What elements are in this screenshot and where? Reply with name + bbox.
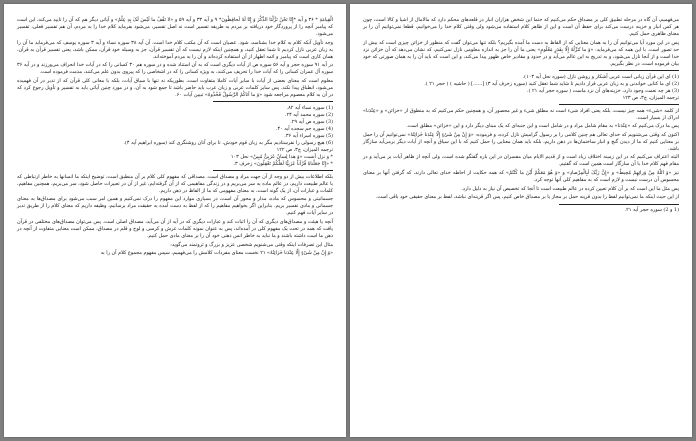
footnote: * «إِنّا جَعَلْناهُ قُرْآناً عَرَبِیًّا لَعَلَّکُمْ تَعْقِلُونَ» زخرف ۳. — [233, 160, 333, 167]
footnote-separator — [559, 204, 679, 205]
left-page-footnotes — [17, 105, 333, 168]
paragraph: بلکه اطلاعات بیش از دو وجه از آن جهت مراد و مصداق است. مصداقی که مفهوم کلی کلام بر آن منطبق است، توضیح اینکه ما انسانها به خاطر ارتباطی که با عالم طبیعت داریم، در عالم ماده به سر می‌بریم و در زندگی مفاهیمی که از آن گرفته‌ایم، غیر از آن در تعبیرات حاصل شود، سر می‌بریم، همچنین مفاهیم، کلمات و عبارات آن، از یک گونه است، به معنای مفهومی که ما از الفاظ در ذهن داریم. — [17, 173, 333, 194]
right-page-content — [363, 17, 679, 429]
paragraph: پس مثل ما این است که بر آن کلام تعیین کرده در عالم طبیعت است تا آنجا که تخصیص آن نیاز به دلیل دارد. — [461, 185, 679, 192]
footnote-source: ترجمه المیزان، ج۳، ص ۱۲۲ — [276, 146, 333, 153]
footnote: (2) ای ما کتابی خواندنی و به زبان عربی قرار دادیم تا شاید شما تعقل کنید (سوره زخرف آیه ۳) [......] ( حاشیه ) ( حجر ۲۱ ). — [424, 80, 679, 87]
paragraph: معلوم است که معنای بعضی از آیات با سایر آیات کاملا متفاوت است، بطوریکه نه تنها با سیاق آیات، بلکه با معانی کلی قرآن که از تدبر در آن فهمیده می‌شود، انطباق پیدا نکند. پس سایر کلمات عربی و زبان عرب باید حاضر باشد تا جمع شود به آن، و در مورد چنین آیاتی باید به تفسیر و تأویل رجوع کرد که در آن به کلام معصوم مراجعه شود «وَ ما آتاکُمُ الرَّسُولُ فَخُذُوهُ» تبیین آیات ۶۰. — [17, 77, 333, 98]
paragraph: اکنون که وقتی می‌شنویم که خدای تعالی هم چنین کلامی را بر رسول گرامیش نازل کرده، و فرموده: «وَ إِنْ مِنْ شَیْءٍ إِلّا عِنْدَنا خَزائِنُهُ» نمی‌توانیم آن را حمل بر معنایی کنیم که ما از دیدن گنج و انبار ساختمان‌ها در ذهن داریم، بلکه باید همان معنایی را حمل کنیم که با این سیاق و آنچه از آیات دیگر برمی‌آید سازگار باشد. — [363, 131, 679, 152]
left-page-body-after — [17, 174, 333, 257]
footnote: * و نزل آنست «وَ هذا لِسانٌ عَرَبِیٌّ مُبِینٌ» نحل ۱۰۳ — [230, 153, 333, 160]
paragraph: «وَ إِنْ مِنْ شَیْءٍ إِلّا عِنْدَنا خَزائِنُهُ» ۲۱ نخست معنای مفردات کلامش را می‌فهمیم، سپس مفهوم مجموع کلام آن را به — [100, 250, 333, 257]
left-page-content — [17, 17, 333, 429]
right-page-footnotes-bottom — [363, 207, 679, 214]
footnote: (1) ای این قرآن زبانی است عربی آشکار و روشن نازل (سوره نحل آیه ۱۰۳). — [522, 73, 679, 80]
paragraph: می‌فهمیم، آن گاه در مرحله تطبیق کلی بر مصداق حکم می‌کنیم که حتما این شخص هزاران انبار در قلعه‌های محکم دارد که مالامال از اشیا و کالا است، چون هر کس انبار و خزینه درست می‌کند برای حفظ آن است و این از ظاهر کلام استفاده می‌شود ولی وقتی کلام خدا را می‌خوانیم، قطعا نمی‌توانیم آن را بر معنای ظاهری حمل کنیم. — [363, 17, 679, 37]
paragraph: پس ما درک می‌کنیم که «عِنْدَنا» به مقام شامل مراد و در شامل است و این جنبه‌ای که یک مبنای دیگر دارد و این «خزائن» مطلق است. — [406, 123, 679, 130]
paragraph: مثال این تصرفات اینکه وقتی می‌شنویم شخصی عزیز و بزرگ و ثروتمند می‌گوید: — [170, 241, 333, 248]
footnote: (3) هر چه نعمت وجود دارد، خزینه‌های آن نزد ماست ( سوره حجر آیه ۲۱ ). — [527, 87, 679, 94]
footnote-separator — [213, 101, 333, 102]
paragraph: پس در این مورد آیا می‌توانیم آن را به همان معنایی که از الفاظ به دست ما آمده بگیریم؟ بلکه تنها می‌توان گفت که منظور از خزائن چیزی است که بیش از حد تصور است. با این همه که می‌فرماید: «وَ ما نُنَزِّلُهُ إِلّا بِقَدَرٍ مَعْلُومٍ» یعنی ما آن را جز به اندازه معلومی نازل نمی‌کنیم، که نشان می‌دهد که آن خزائن نزد خدا است و از آنجا نازل می‌شود، و به تدریج به این عالم می‌آید و در حدود و مقادیر خاص ظهور پیدا می‌کند، و این است که باید آن را به همان صورتی که خود بیان فرموده است، در نظر بگیریم. — [363, 39, 679, 67]
footnote: (2) سوره محمد آیه ۲۴. — [284, 111, 333, 118]
footnote: (4) سوره حم سجده آیه ۴۰. — [275, 125, 333, 132]
left-page-paragraphs — [17, 17, 333, 99]
paragraph: نیز «وَ اللّهُ مِنْ وَرائِهِمْ مُحِیطٌ» و «إِنَّ رَبَّکَ لَبِالْمِرْصادِ» و «وَ هُوَ مَعَکُمْ أَیْنَ ما کُنْتُمْ» که همه حکایت از احاطه خدای تعالی دارند، که گرفتن آنها بر معنای محسوس آن درست نیست و لازم است که به مفاهیم کلی آنها توجه کرد. — [363, 169, 679, 183]
footnote: (3) سوره ص آیه ۲۹. — [290, 118, 333, 125]
paragraph: جسمانیتی و محسوس که ماده، مدار و محور آن است، در بسیاری موارد این مفهوم را درک نمی‌کنیم و همین امر سبب می‌شود برای مصداق‌ها به معنای جسمانی و مادی تفسیر بریم. بنابراین اگر بخواهیم مفاهیم را که از لفظ به دست آمده به حقیقت مراد برسانیم، وظیفه داریم که معنای کلام را از طریق تدبر در سایر آیات فهم کنیم. — [17, 196, 333, 217]
paragraph: البته اعتراف می‌کنیم که در این زمینه اختلاف زیاد است و از قدیم الایام میان مفسران در این باره گفتگو شده است، ولی آنچه از ظاهر آیات بر می‌آید و در مقام فهم کلام خدا با آن سازگار است همین است که گفتیم. — [363, 154, 679, 168]
paragraph: وجه تأویل آنکه کلام به کلام خدا بشناسد، شود. عصیان است که آن مکتب کلام خدا است. آن آیه ۳۸ سوره نساء و آیه ۳ سوره یوسف که می‌فرماید ما آن را به زبان عربی نازل کردیم تا شما تعقل کنید، و همچنین اینکه لازم نیست که آن تفسیر قرآن، جز به وسیله خود قرآن، ممکن باشد، یعنی تفسیر قرآن به قرآن، همان کاری است که پیامبر و ائمه اطهار از آن استفاده کرده‌اند و آن را به مردم آموخته‌اند. — [17, 39, 333, 60]
footnote-source: ترجمه المیزان، ج۳، ص ۱۲۳ — [622, 94, 679, 101]
footnote: (1) سوره نساء آیه ۸۲. — [286, 104, 333, 111]
paragraph: الْقِیامَةِ * ۳۶ و آیه *إِنّا نَحْنُ نَزَّلْنَا الذِّکْرَ وَ إِنّا لَهُ لَحافِظُونَ* ۹ و آیه ۳۳ و آیه ۵۹ و «لا تَقْفُ ما لَیْسَ لَکَ بِهِ عِلْمٌ» و آیاتی دیگر هم که آن را تایید می‌کند، این است که پیامبر آنچه را از پروردگار خود دریافته بر مردم به طریقه تفسیر است نه اصل تفسیر، می‌شود بفرماید کلام خدا را به مردم، آن هم تفسیر فعلی، تفسیر می‌شود. — [17, 17, 333, 37]
footnote: (5) سوره اسراء آیه ۳۶. — [284, 132, 333, 139]
paragraph: از کلمه «شیء» همه چیز نیست، بلکه یعنی افراد شیء است نه مطلق شیء و غیر محصور آن، و همچنین حکم می‌کنیم که به منطوق از «خزائن» و «عِنْدَنا» ادراک از بسیار است. — [363, 107, 679, 121]
section-separator — [213, 170, 333, 171]
right-page — [350, 4, 692, 437]
right-page-footnotes — [363, 74, 679, 102]
paragraph: از این حیث اینکه ما نمی‌توانیم لفظ را بدون قرینه حمل بر مجاز یا بر مصداق خاص کنیم، پس اگر قرینه‌ای نباشد، لفظ بر معنای حقیقی خود باقی است. — [375, 194, 679, 201]
right-page-paragraphs — [363, 17, 679, 68]
footnote: (1 و 2) سوره حجر آیه ۲۱. — [624, 207, 679, 214]
footnote: (6) هیچ رسولی را نفرستادیم مگر به زبان قوم خودش، تا برای آنان روشنگری کند (سوره ابراهیم آیه ۴). — [123, 139, 333, 146]
right-page-body-after — [363, 108, 679, 202]
left-page — [4, 4, 346, 437]
paragraph: آنچه یا هیئت و مصداق‌های دیگری که آن را اثبات کند و عبارات دیگری که در آیه از آن می‌آید، مصداق اصلی است. پس می‌توان مصداق‌های مختلفی در قرآن یافت که همه در تحت یک مفهوم کلی در آمده‌اند، پس به عنوان نمونه کلمات عرش و کرسی و لوح و قلم در مصداق، ممکن است معنایی متفاوت از آنچه در ذهن ما است داشته باشند و ما نباید به خاطر انس ذهنی خود آن را بر معنای مادی حمل کنیم. — [17, 218, 333, 239]
paragraph: در آیه ۹۱ سوره حجر و آیه ۵۶ سوره ص از آیات دیگری است که به آن استناد شده و در سوره هم ۳۰ کسانی را که در آیات خدا انحراف می‌ورزند و در آیه ۳۶ سوره آل عمران کسانی را که آیات خدا را تحریف می‌کنند، به ویژه کسانی را که در اشخاصی را که پیروی بدون علم می‌کنند، مذمت فرموده است. — [17, 62, 333, 76]
section-separator — [559, 104, 679, 105]
footnote-separator — [559, 70, 679, 71]
